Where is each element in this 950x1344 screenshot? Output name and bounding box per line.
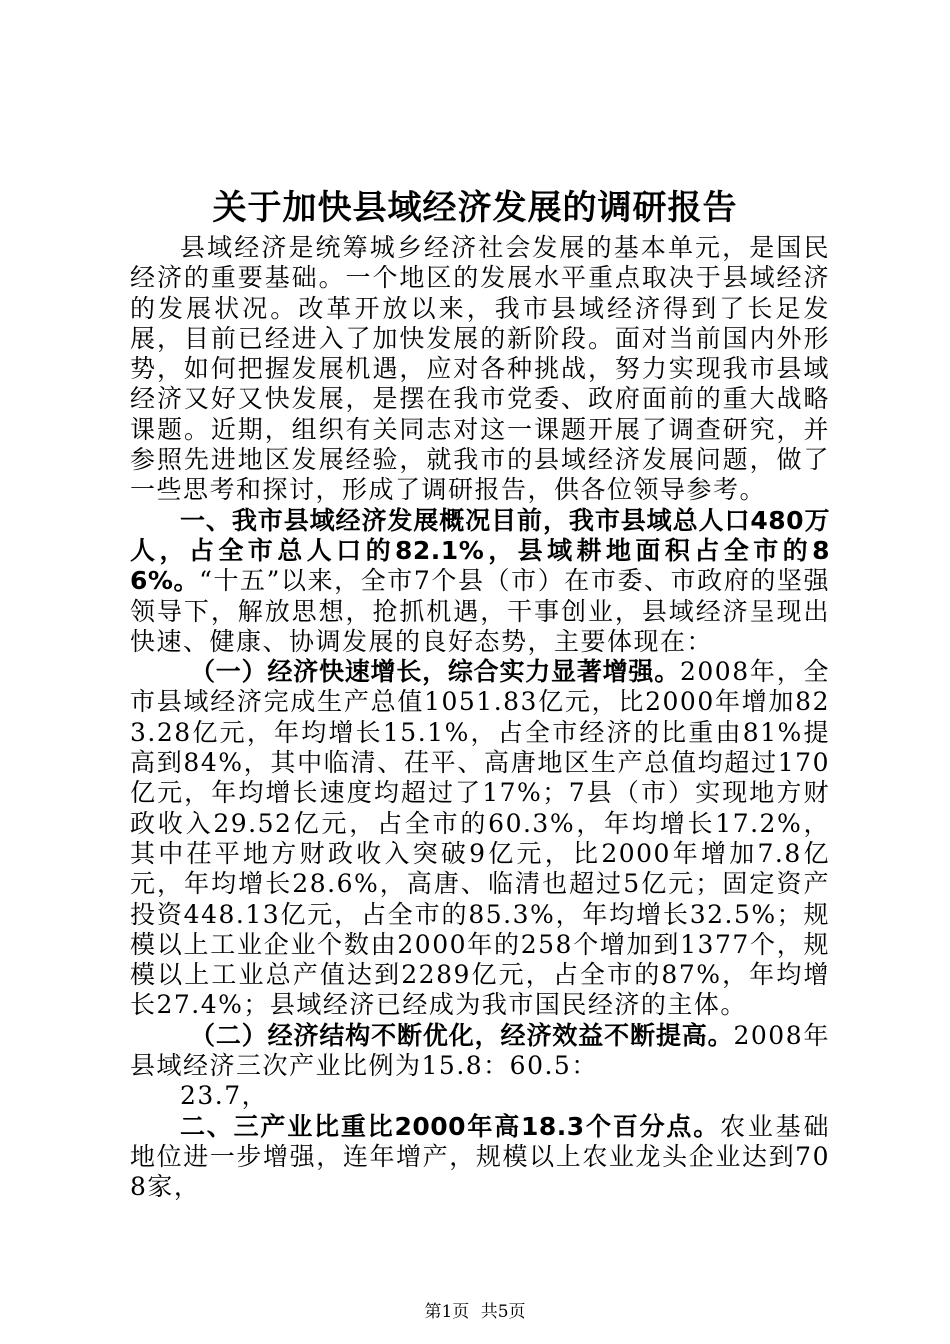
paragraph-subsection-1 [130,657,830,1021]
paragraph-section-2 [130,1112,830,1203]
paragraph-text: 农业基础地位进一步增强，连年增产，规模以上农业龙头企业达到708家， [130,1111,830,1202]
paragraph-section-1 [130,506,830,657]
paragraph-ratio [130,1081,830,1111]
page-number: 第1页 [424,1302,470,1322]
document-title: 关于加快县域经济发展的调研报告 [212,188,738,228]
paragraph-lead: 二、三产业比重比2000年高18.3个百分点。 [180,1111,721,1141]
paragraph-text: 2008年，全市县域经济完成生产总值1051.83亿元，比2000年增加823.28亿元，年均增长15.1%，占全市经济的比重由81%提高到84%，其中临清、茌平、高唐地区生产总值均超过170亿元，年均增长速度均超过了17%；7县（市）实现地方财政收入29.52亿元，占全市的60.3%，年均增长17.2%，其中茌平地方财政收入突破9亿元，比2000年增加7.8亿元，年均增长28.6%，高唐、临清也超过5亿元；固定资产投资448.13亿元，占全市的85.3%，年均增长32.5%；规模以上工业企业个数由2000年的258个增加到1377个，规模以上工业总产值达到2289亿元，占全市的87%，年均增长27.4%；县域经济已经成为我市国民经济的主体。 [130,657,830,1020]
paragraph-intro [130,233,830,506]
paragraph-lead: （一）经济快速增长，综合实力显著增强。 [190,657,680,687]
page-footer [0,1301,950,1323]
document-body [130,233,830,1203]
paragraph-lead: 一、我市县域经济发展概况目前，我市县域总人口480万人，占全市总人口的82.1%，县域耕地面积占全市的86%。 [130,505,830,596]
paragraph-text: “十五”以来，全市7个县（市）在市委、市政府的坚强领导下，解放思想，抢抓机遇，干事创业，县域经济呈现出快速、健康、协调发展的良好态势，主要体现在： [130,566,830,656]
paragraph-subsection-2 [130,1021,830,1082]
paragraph-text: 23.7， [180,1081,269,1111]
paragraph-text: 2008年县域经济三次产业比例为15.8：60.5： [130,1020,830,1081]
paragraph-text: 县域经济是统筹城乡经济社会发展的基本单元，是国民经济的重要基础。一个地区的发展水平重点取决于县域经济的发展状况。改革开放以来，我市县域经济得到了长足发展，目前已经进入了加快发展的新阶段。面对当前国内外形势，如何把握发展机遇，应对各种挑战，努力实现我市县域经济又好又快发展，是摆在我市党委、政府面前的重大战略课题。近期，组织有关同志对这一课题开展了调查研究，并参照先进地区发展经验，就我市的县域经济发展问题，做了一些思考和探讨，形成了调研报告，供各位领导参考。 [130,233,830,505]
page-total: 共5页 [480,1302,526,1322]
paragraph-lead: （二）经济结构不断优化，经济效益不断提高。 [190,1020,734,1050]
